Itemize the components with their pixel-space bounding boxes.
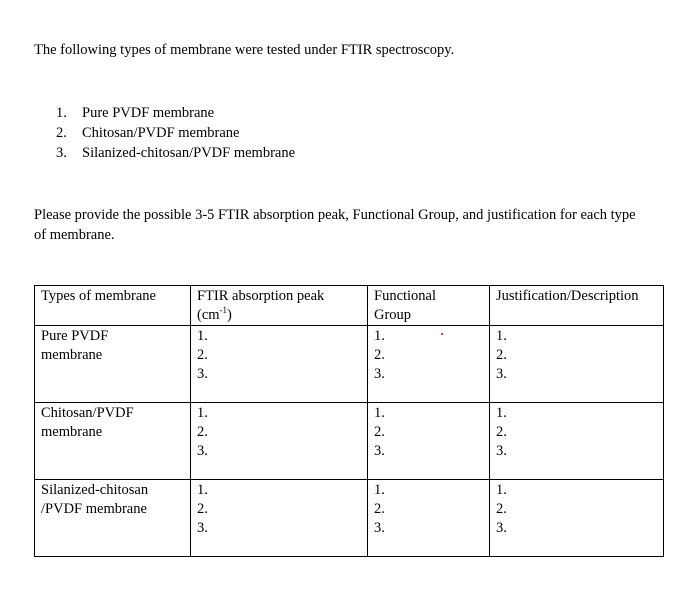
membrane-name-cell — [35, 326, 191, 403]
header-unit: $(cm^{-1})$ — [197, 305, 232, 323]
item-number: 3. — [374, 366, 385, 382]
functional-group-cell — [368, 480, 490, 557]
justification-cell — [490, 326, 664, 403]
header-membrane-type — [35, 286, 191, 326]
list-number: 2. — [56, 125, 67, 141]
item-number: 1. — [496, 482, 507, 498]
membrane-list — [56, 103, 295, 163]
item-number: 3. — [374, 520, 385, 536]
item-number: 2. — [496, 347, 507, 363]
table-row — [35, 480, 664, 557]
item-number: 2. — [197, 424, 208, 440]
justification-cell — [490, 480, 664, 557]
item-number: 1. — [197, 405, 208, 421]
header-label: Group — [374, 307, 412, 323]
membrane-name: membrane — [41, 424, 103, 440]
item-number: 2. — [374, 347, 385, 363]
header-justification — [490, 286, 664, 326]
membrane-name: Chitosan/PVDF — [41, 405, 134, 421]
ftir-table — [34, 285, 664, 557]
item-number: 1. — [374, 482, 385, 498]
list-label: Silanized-chitosan/PVDF membrane — [82, 145, 296, 161]
header-label: Types of membrane — [41, 288, 156, 304]
header-ftir-peak — [191, 286, 368, 326]
header-label: Functional — [374, 288, 437, 304]
functional-group-cell — [368, 403, 490, 480]
list-number: 1. — [56, 105, 67, 121]
membrane-name: membrane — [41, 347, 103, 363]
item-number: 2. — [496, 501, 507, 517]
item-number: 1. — [374, 405, 385, 421]
membrane-name-cell — [35, 480, 191, 557]
item-number: 3. — [374, 443, 385, 459]
membrane-name: Pure PVDF — [41, 328, 109, 344]
list-label: Pure PVDF membrane — [82, 105, 215, 121]
item-number: 1. — [197, 482, 208, 498]
list-item — [56, 123, 295, 143]
list-item — [56, 103, 295, 123]
item-number: 2. — [197, 501, 208, 517]
header-functional-group — [368, 286, 490, 326]
justification-cell — [490, 403, 664, 480]
ftir-peak-cell — [191, 403, 368, 480]
item-number: 3. — [197, 520, 208, 536]
stray-mark — [441, 333, 443, 335]
ftir-peak-cell — [191, 480, 368, 557]
table-row — [35, 403, 664, 480]
membrane-name-cell — [35, 403, 191, 480]
intro-text: The following types of membrane were tested under FTIR spectroscopy. — [34, 42, 455, 58]
header-label: Justification/Description — [496, 288, 639, 304]
membrane-name: /PVDF membrane — [41, 501, 147, 517]
item-number: 2. — [197, 347, 208, 363]
membrane-name: Silanized-chitosan — [41, 482, 149, 498]
item-number: 1. — [496, 328, 507, 344]
request-text: Please provide the possible 3-5 FTIR absorption peak, Functional Group, and justification for each type of membrane. — [34, 207, 636, 243]
item-number: 3. — [496, 520, 507, 536]
item-number: 3. — [197, 443, 208, 459]
item-number: 2. — [374, 501, 385, 517]
header-label: FTIR absorption peak — [197, 288, 325, 304]
item-number: 1. — [496, 405, 507, 421]
ftir-peak-cell — [191, 326, 368, 403]
table-row — [35, 326, 664, 403]
functional-group-cell — [368, 326, 490, 403]
item-number: 2. — [496, 424, 507, 440]
table-header-row — [35, 286, 664, 326]
item-number: 1. — [374, 328, 385, 344]
list-item — [56, 143, 295, 163]
item-number: 2. — [374, 424, 385, 440]
item-number: 1. — [197, 328, 208, 344]
list-label: Chitosan/PVDF membrane — [82, 125, 240, 141]
list-number: 3. — [56, 145, 67, 161]
item-number: 3. — [197, 366, 208, 382]
item-number: 3. — [496, 443, 507, 459]
item-number: 3. — [496, 366, 507, 382]
